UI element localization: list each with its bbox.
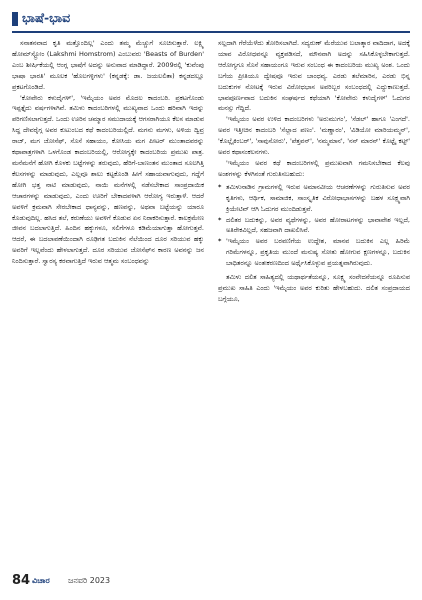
section-marker xyxy=(12,12,18,26)
page-header xyxy=(12,9,410,33)
bullet-item: * ತಮಿಳುನಾಡಿನ ಗ್ರಾಮಗಳಲ್ಲಿ ಇರುವ ಅಮಾನವೀಯ ಆಚರಣೆಗಳನ್ನು ಗುರುತಿಸುವ ಅವರ ಕೃತಿಗಳು, ಆರ್ಥಿಕ, ಸಾಮಾಜಿಕ, ಸಾಂಸ್ಕೃತಿಕ ವಿರೋಧಾಭಾಸಗಳನ್ನು ಬಹಳ ಸೂಕ್ಷ್ಮವಾಗಿ ಕ್ರಿಯೇಟಿವ್‌ ಆಗಿ ಓದುಗರ ಮುಂದಿಡುತ್ತವೆ. xyxy=(218,182,410,215)
paragraph: 'ಇಮೈಯಂ ಅವರ ಕಥೆ ಕಾದಂಬರಿಗಳಲ್ಲಿ ಪ್ರಮುಖವಾಗಿ ಗಮನಿಸಬೇಕಾದ ಕೆಲವು ಅಂಶಗಳನ್ನು ಕೆಳಗಿನಂತೆ ಗುರುತಿಸಬಹುದು: xyxy=(218,158,410,178)
left-column xyxy=(12,38,204,564)
page-footer xyxy=(12,572,410,592)
bullet-list xyxy=(218,182,410,269)
right-column xyxy=(218,38,410,564)
paragraph: ಸನಾತನವಾದ ಕೃತಿ ಮತ್ತೊಂದಿಲ್ಲ' ಎಂದು ತಮ್ಮ ಮೆಚ್ಚುಗೆ ಸೂಚಿಸುತ್ತಾರೆ. ಲಕ್ಷ್ಮಿ ಹೋಮ್‌ಸ್ಟ್ರೋಂ (Lakshmi Homstrom) ಎಂಬುವರು 'Beasts of Burden' ಎಂಬ ಶೀರ್ಷಿಕೆಯಲ್ಲಿ ಆಂಗ್ಲ ಭಾಷೆಗೆ ಅದನ್ನು ಅನುವಾದ ಮಾಡಿದ್ದಾರೆ. 2009ರಲ್ಲಿ 'ಕುವೆಂಪು ಭಾಷಾ ಭಾರತಿ' ಮೂಲಕ 'ಹೊಲಗಳ್ಳಿಗಳು' (ಕನ್ನಡಕ್ಕೆ: ಡಾ. ಜಯಲಲಿತಾ) ಕನ್ನಡದಲ್ಲೂ ಪ್ರಕಟಗೊಂಡಿದೆ. xyxy=(12,39,204,91)
page-number: 84 xyxy=(12,573,31,588)
section-title: ಭಾಷೆ-ಭಾವ xyxy=(22,10,71,25)
article-body xyxy=(12,38,410,564)
paragraph: 'ಇಮೈಯಂ ಅವರ ಉಳಿದ ಕಾದಂಬರಿಗಳು 'ಅರುಮುಗಂ', 'ಸೆಡಲ್' ಹಾಗೂ 'ಎಂಗದೆ'. ಅವರ ಇತ್ತೀಚಿನ ಕಾದಂಬರಿ 'ಸೆಲ್ಲಾದ ಪಣಂ'. 'ಮಣ್ಣಾರಂ', 'ವಿಡಿಯೋ ಮಾರಿಯಮ್ಮನ್', 'ಕೊಲ್ಲೈಕಿಂಬರ್', 'ಸಾವುಸೋರು', 'ಪೆತ್ತವನ್', 'ನಮ್ಮಮಾನ', 'ನನ್ ಮಾರನ್' ಕೊಟ್ಟೈ ಕಟ್ಟ್' ಅವರ ಕಥಾಸಂಕಲನಗಳು. xyxy=(218,115,410,157)
bullet-item: * 'ಇಮೈಯಂ ಅವರ ಬರವಣಿಗೆಯ ಉದ್ದೇಶ, ಮಾನವ ಬದುಕಿನ ಎಲ್ಲ ಹಿರಿಮೆ ಗರಿಮೆಗಳನ್ನೂ, ಪ್ರಕೃತಿಯ ಮುಂದೆ ಮನುಷ್ಯ ಸೋತು ಹೋಗುವ ಕ್ಷಣಗಳನ್ನೂ, ಬದುಕಿನ ಬಾಧಿತರನ್ನೂ ಅಂತಃಕರಣದಿಂದ ಅರ್ಥೈಸಿಕೊಳ್ಳುವ ಪ್ರಯತ್ನವಾಗಿರುವುದು. xyxy=(218,236,410,269)
bullet-item: * ದಲಿತರ ಬದುಕನ್ನು, ಅವರ ವ್ಯಥೆಗಳನ್ನು, ಅವರ ಹೋರಾಟಗಳನ್ನು ಭಾವಾವೇಶ ಇಲ್ಲದೆ, ಅತಿರೇಕವಿಲ್ಲದೆ, ಸಹಜವಾಗಿ ದಾಖಲಿಸಿವೆ. xyxy=(218,215,410,237)
magazine-name: ವಿಚಾರ xyxy=(32,576,50,585)
paragraph: 'ಕೋವೇರು ಕಳುದೈಗಳ್', 'ಇಮೈಯಂ ಅವರ ಮೊದಲ ಕಾದಂಬರಿ. ಪ್ರಕಟಗೊಂಡು ಇಪ್ಪತ್ತೈದು ವರ್ಷಗಳಾಗಿವೆ. ತಮಿಳು ಕಾದಂಬರಿಗಳಲ್ಲಿ ಮುಖ್ಯವಾದ ಒಂದು ಹರಿವಾಗಿ ಇದನ್ನು ಪರಿಗಣಿಸಲಾಗುತ್ತದೆ. ಒಂದು ಊರಿನ ಚಮ್ಮಾರ ಸಮುದಾಯಕ್ಕೆ ಆಗಸರಾಗಿಯೂ ಕೆಲಸ ಮಾಡುವ ಸಿದ್ಧ ದೇವರೈಗ್ಗ ಅವರ ಕುಟುಂಬದ ಕಥೆ ಕಾದಂಬರಿಯಲ್ಲಿದೆ. ಮಗನು ಮಗಳು, ಅಳಿಯ ದ್ವಿವ್ರ ರಾಜ್, ಮಗ ಜೋಸೆಫ್, ಸೊಸೆ ಸಹಾಯಂ, ಕೋಸಿಯ ಮಗ ಪೀಟರ್ ಮುಂತಾದವರನ್ನು ಕಥಾಪಾತ್ರಗಳಾಗಿ ಒಳಗೊಂಡ ಕಾದಂಬರಿಯಲ್ಲಿ, ಆರೋಗ್ಯಕ್ಕೇ ಕಾದಂಬರಿಯ ಪ್ರಮುಖ ಪಾತ್ರ. ಮನೆಮನೆಗೆ ಹೋಗಿ ಕೊಳಕು ಬಟ್ಟೆಗಳನ್ನು ತರುವುದು, ಹೆರಿಗೆ-ಬಾಣಂತನ ಮುಂತಾದ ಸೂಲಗಿತ್ತಿ ಕೆಲಸಗಳನ್ನು ಮಾಡುವುದು, ಎಲ್ಲವೂ ಶಾಲು ಕಟ್ಟಕೊಂಡಿ ಹೀಗೆ ಸಹಾಯವಾಗುವುದು, ಗದ್ದೆಗೆ ಹೋಗಿ ಭತ್ತ ನಾಟಿ ಮಾಡುವುದು, ನಾಯಿ ಮನೆಗಳಲ್ಲಿ ನಡೆಸಬೇಕಾದ ಸಾಂಪ್ರದಾಯಿಕ ಆಚಾರಗಳನ್ನು ಮಾಡುವುದು, ಎಂದು ಊರಿಗೆ ಬೇಕಾದವಳಾಗಿ ಆರೋಗ್ಯ ಇರುತ್ತಾಳೆ. ಆದರೆ ಅವಳಿಗೆ ಕ್ರಮವಾಗಿ ಸೇರಬೇಕಾದ ಧಾನ್ಯವನ್ನು, ಹಣವನ್ನು, ಅಥವಾ ಬಟ್ಟೆಯನ್ನು ಯಾರೂ ಕೊಡುವುದಿಲ್ಲ. ಹಸಿದ ತಲೆ, ಕರುಣೆಯು ಅವಳಿಗೆ ಕೊಡುವ ಏನ ನಿರಾಕರಿಸುತ್ತಾರೆ. ಕಾಲಕ್ರಮೇಣ ಜೀವನ ಬದಲಾಗುತ್ತಿದೆ. ಹಿಂದಿನ ಹಕ್ಕುಗಳೂ, ಸಲಿಗೆಗಳೂ ಕಡಿಮೆಯಾಗುತ್ತಾ ಹೋಗುತ್ತವೆ. ಆದರೆ, ಈ ಬದಲಾವಣೆಯಿಂದಾಗಿ ರೂಢಿಗತ ಬದುಕಿನ ನೆಲೆಯಿಂದ ದೂರ ಸರಿಯುವ ಹಕ್ಕು ಅವರಿಗೆ ಇಲ್ಲವೆಂದು ಹೇಳಲಾಗುತ್ತದೆ. ದೂರ ಸರಿಯುವ ಜೋಸೆಫ್‌ನ ಕಾರಣ ಅವನನ್ನು ಜನ ನಿಂದಿಸುತ್ತಾರೆ. ಸ್ವಾರಸ್ಯ ಕರವಾಗುತ್ತಿದೆ ಇರುವ ಆತ್ಮಮ ಸಂಬಂಧವನ್ನು xyxy=(12,93,204,266)
issue-date: ಜನವರಿ 2023 xyxy=(68,576,111,585)
paragraph: ತಮಿಳು ದಲಿತ ಸಾಹಿತ್ಯದಲ್ಲಿ ಯಥಾರ್ಥತೆಯನ್ನೂ, ಸೂಕ್ಷ್ಮ ಸಂವೇದನೆಯನ್ನೂ ರೂಪಿಸುವ ಪ್ರಮುಖ ಸಾಹಿತಿ ಎಂದು 'ಇಮೈಯಂ ಅವರ ಕುರಿತು ಹೇಳಬಹುದು. ದಲಿತ ಸಂಪ್ರದಾಯದ ಬಗ್ಗೆಯೂ, xyxy=(218,273,410,303)
header-rule xyxy=(12,31,410,33)
paragraph: ಸಲ್ಲದಾಗಿ ಗೆರೆಯೆಳೆದು ತೋರಿಸಲಾಗಿದೆ. ಸದ್ಯರುಣ್ ಮೆರೆಯುವ ಬಲಾತ್ಕಾರ ವಾದಿದಾಗ, ಅದಕ್ಕೆ ಯಾವ ವಿರೋಧವನ್ನೂ ವ್ಯಕ್ತಪಡಿಸದೆ, ಮೌನವಾಗಿ ಅದನ್ನು ಸಹಿಸಿಕೊಳ್ಳಬೇಕಾಗುತ್ತದೆ. ಆರೋಗ್ಯಗೂ ಸೊಸೆ ಸಹಾಯಂಗೂ ಇರುವ ಸಂಬಂಧ ಈ ಕಾದಂಬರಿಯ ಮುಖ್ಯ ಅಂಶ. ಒಂದು ಬಗೆಯ ಪ್ರೀತಿಯೂ ದ್ವೇಷವೂ ಇರುವ ಬಾಂಧವ್ಯ. ಎರಡು ತಲೆಮಾರಿನ, ಎರಡು ಭಿನ್ನ ಬದುಕುಗಳ ನೋಟಕ್ಕೆ ಇರುವ ವಿರೋಧಭಾಸ ಅವರಿಬ್ಬರ ಸಂಬಂಧದಲ್ಲಿ ಎದ್ದುಕಾಣುತ್ತದೆ. ಭಾವಪೂರ್ಣವಾದ ಬದುಕಿನ ಸಂಘರ್ಷದ ಕಥೆಯಾಗಿ 'ಕೋವೇರು ಕಳುದೈಗಳ್' ಓದುಗರ ಮನಸ್ಸು ಗೆದ್ದಿದೆ. xyxy=(218,39,410,113)
